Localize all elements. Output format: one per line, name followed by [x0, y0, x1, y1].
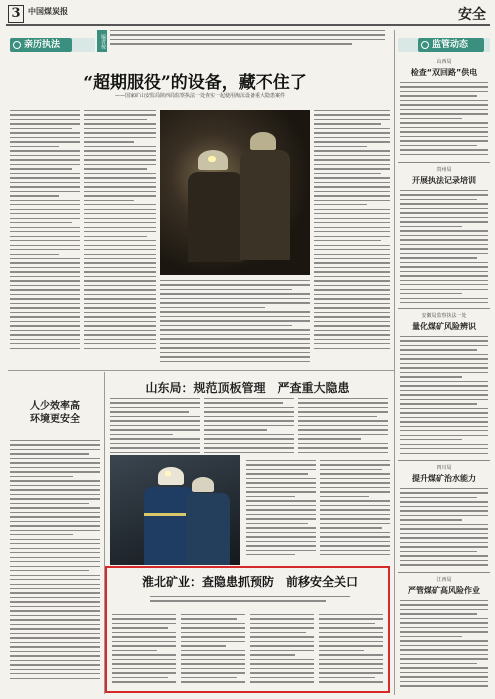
- highlighted-subhead: [150, 596, 350, 608]
- highlighted-body-2: [181, 614, 245, 689]
- right-brief-1-body: [400, 82, 488, 160]
- right-column-tag: [418, 38, 484, 52]
- brief-title: 检查“双回路”供电: [410, 68, 478, 77]
- brief-region: 江西局: [436, 577, 452, 583]
- brief-divider: [398, 572, 490, 573]
- brief-title: 开展执法记录培训: [412, 176, 476, 185]
- main-headline: “超期服役”的设备，藏不住了: [83, 73, 307, 93]
- brief-title: 量化煤矿风险辨识: [412, 322, 476, 331]
- second-story-body-2: [204, 398, 294, 453]
- highlighted-body-1: [112, 614, 176, 689]
- highlighted-body-4: [319, 614, 383, 689]
- section-divider: [104, 370, 394, 371]
- main-body-col-4: [314, 110, 390, 365]
- right-brief-2: [398, 166, 490, 186]
- brief-region: 山西局: [436, 59, 452, 65]
- intro-label: 编者按: [97, 30, 107, 52]
- brief-divider: [398, 162, 490, 163]
- main-body-col-2: [84, 110, 156, 365]
- right-tag-label: 监管动态: [432, 40, 469, 50]
- brief-title: 严管煤矿高风险作业: [408, 586, 480, 595]
- photo-caption: [246, 460, 316, 560]
- main-subheadline: ——国家矿山安监局陕西局监察执法一处查实一起使用淘汰设备重大隐患案件: [114, 93, 285, 99]
- main-body-col-1: [10, 110, 80, 365]
- highlighted-body-3: [250, 614, 314, 689]
- left-column-tag: [10, 38, 72, 52]
- right-brief-5: [398, 576, 490, 596]
- page-number: 3: [8, 5, 24, 23]
- masthead: [6, 4, 490, 26]
- brief-region: 贵州局: [436, 167, 452, 173]
- inspection-photo: [110, 455, 240, 565]
- second-story-body-3: [298, 398, 388, 453]
- tag-circle-icon: [421, 41, 429, 49]
- left-story-body: [10, 440, 100, 692]
- brief-divider: [398, 308, 490, 309]
- right-brief-1: [398, 58, 490, 78]
- right-brief-4-body: [400, 488, 488, 570]
- right-brief-2-body: [400, 190, 488, 305]
- right-brief-4: [398, 464, 490, 484]
- right-brief-3-body: [400, 336, 488, 456]
- editor-note: [110, 30, 385, 52]
- brief-title: 提升煤矿治水能力: [412, 474, 476, 483]
- section-title: 安全: [458, 7, 486, 23]
- section-divider: [8, 370, 104, 371]
- second-story-body-1: [110, 398, 200, 453]
- brief-region: 安徽局监察执法一处: [421, 313, 467, 319]
- second-story-body-4: [320, 460, 390, 560]
- column-divider: [394, 30, 395, 695]
- paper-name: 中国煤炭报: [28, 6, 68, 16]
- right-brief-5-body: [400, 600, 488, 692]
- left-tag-label: 亲历执法: [24, 40, 61, 50]
- main-body-col-3: [160, 280, 310, 365]
- highlighted-headline: 淮北矿业：查隐患抓预防 前移安全关口: [141, 575, 358, 589]
- tag-circle-icon: [13, 41, 21, 49]
- brief-region: 四川局: [436, 465, 452, 471]
- brief-divider: [398, 460, 490, 461]
- miners-photo: [160, 110, 310, 275]
- left-story-headline: 人少效率高 环境更安全: [30, 401, 80, 425]
- second-headline: 山东局：规范顶板管理 严查重大隐患: [145, 381, 350, 395]
- right-brief-3: [398, 312, 490, 332]
